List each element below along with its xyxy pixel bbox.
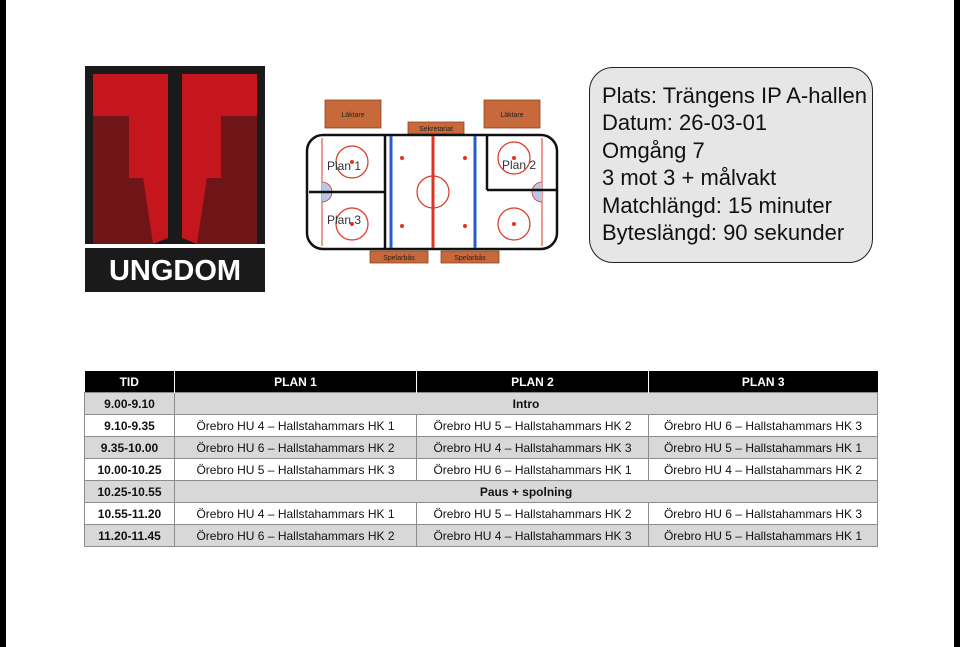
info-match-length: Matchlängd: 15 minuter xyxy=(602,192,832,218)
match-cell: Örebro HU 5 – Hallstahammars HK 2 xyxy=(417,503,649,525)
match-cell: Örebro HU 6 – Hallstahammars HK 3 xyxy=(649,503,878,525)
header-plan2: PLAN 2 xyxy=(417,371,649,393)
header-time: TID xyxy=(85,371,175,393)
rink-diagram xyxy=(301,98,563,266)
match-cell: Örebro HU 6 – Hallstahammars HK 3 xyxy=(649,415,878,437)
table-row xyxy=(85,525,878,547)
table-row xyxy=(85,481,878,503)
match-cell: Örebro HU 6 – Hallstahammars HK 2 xyxy=(175,437,417,459)
match-cell: Örebro HU 5 – Hallstahammars HK 2 xyxy=(417,415,649,437)
plan2-label: Plan 2 xyxy=(502,158,537,172)
ungdom-logo xyxy=(85,66,265,292)
match-cell: Örebro HU 5 – Hallstahammars HK 1 xyxy=(649,437,878,459)
info-format: 3 mot 3 + målvakt xyxy=(602,165,777,191)
plan1-label: Plan 1 xyxy=(327,159,362,173)
table-row xyxy=(85,437,878,459)
row-time: 9.35-10.00 xyxy=(85,437,175,459)
match-cell: Örebro HU 4 – Hallstahammars HK 1 xyxy=(175,415,417,437)
row-time: 9.00-9.10 xyxy=(85,393,175,415)
row-time: 10.55-11.20 xyxy=(85,503,175,525)
stand-left-label: Läktare xyxy=(341,112,365,119)
secretariat-label: Sekretariat xyxy=(419,126,453,133)
match-cell: Örebro HU 4 – Hallstahammars HK 3 xyxy=(417,525,649,547)
bench-left-label: Spelarbås xyxy=(383,255,415,262)
row-time: 10.00-10.25 xyxy=(85,459,175,481)
row-time: 10.25-10.55 xyxy=(85,481,175,503)
match-cell: Örebro HU 5 – Hallstahammars HK 1 xyxy=(649,525,878,547)
table-row xyxy=(85,503,878,525)
header-plan1: PLAN 1 xyxy=(175,371,417,393)
row-span-label: Paus + spolning xyxy=(175,481,878,503)
match-cell: Örebro HU 6 – Hallstahammars HK 1 xyxy=(417,459,649,481)
info-venue: Plats: Trängens IP A-hallen xyxy=(602,83,867,108)
stand-right-label: Läktare xyxy=(500,112,524,119)
match-cell: Örebro HU 4 – Hallstahammars HK 1 xyxy=(175,503,417,525)
table-row xyxy=(85,415,878,437)
row-time: 9.10-9.35 xyxy=(85,415,175,437)
table-row xyxy=(85,459,878,481)
info-round: Omgång 7 xyxy=(602,137,705,163)
row-time: 11.20-11.45 xyxy=(85,525,175,547)
table-header-row xyxy=(85,371,878,393)
schedule-table xyxy=(84,371,878,547)
bench-right-label: Spelarbås xyxy=(454,255,486,262)
info-shift-length: Byteslängd: 90 sekunder xyxy=(602,220,845,246)
match-cell: Örebro HU 6 – Hallstahammars HK 2 xyxy=(175,525,417,547)
match-cell: Örebro HU 5 – Hallstahammars HK 3 xyxy=(175,459,417,481)
plan3-label: Plan 3 xyxy=(327,213,362,227)
row-span-label: Intro xyxy=(175,393,878,415)
document-page xyxy=(6,0,954,647)
logo-text: UNGDOM xyxy=(108,255,242,287)
match-info-box xyxy=(589,67,873,263)
header-plan3: PLAN 3 xyxy=(649,371,878,393)
match-cell: Örebro HU 4 – Hallstahammars HK 2 xyxy=(649,459,878,481)
match-cell: Örebro HU 4 – Hallstahammars HK 3 xyxy=(417,437,649,459)
info-date: Datum: 26-03-01 xyxy=(602,110,768,136)
table-row xyxy=(85,393,878,415)
